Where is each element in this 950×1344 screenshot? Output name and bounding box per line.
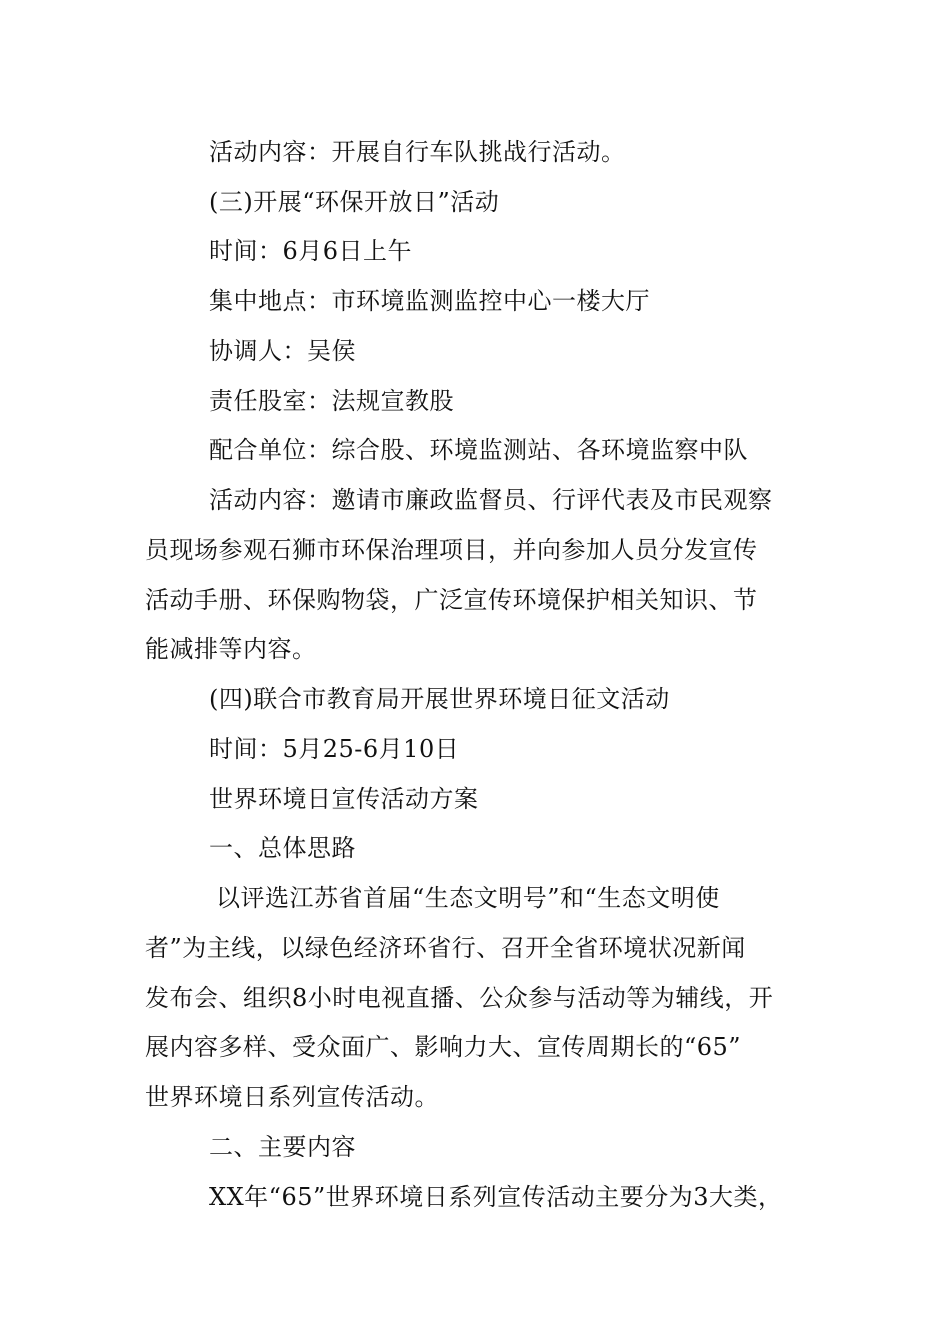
paragraph-overall-line5: 世界环境日系列宣传活动。 — [145, 1083, 439, 1111]
paragraph-time-open-day: 时间：6月6日上午 — [209, 237, 413, 265]
paragraph-activity-content-line3: 活动手册、环保购物袋，广泛宣传环境保护相关知识、节 — [145, 586, 758, 614]
paragraph-overall-line1: 以评选江苏省首届“生态文明号”和“生态文明使 — [216, 884, 720, 912]
document-title: 世界环境日宣传活动方案 — [209, 785, 479, 813]
section-heading-main-content: 二、主要内容 — [209, 1133, 356, 1161]
paragraph-coordinator: 协调人：吴侯 — [209, 337, 356, 365]
paragraph-overall-line4: 展内容多样、受众面广、影响力大、宣传周期长的“65” — [145, 1033, 742, 1061]
section-heading-essay: (四)联合市教育局开展世界环境日征文活动 — [209, 685, 670, 713]
paragraph-activity-content-line2: 员现场参观石狮市环保治理项目，并向参加人员分发宣传 — [145, 536, 758, 564]
paragraph-location: 集中地点：市环境监测监控中心一楼大厅 — [209, 287, 650, 315]
paragraph-cooperating-units: 配合单位：综合股、环境监测站、各环境监察中队 — [209, 436, 748, 464]
paragraph-overall-line3: 发布会、组织8小时电视直播、公众参与活动等为辅线，开 — [145, 984, 774, 1012]
paragraph-overall-line2: 者”为主线，以绿色经济环省行、召开全省环境状况新闻 — [145, 934, 746, 962]
paragraph-time-essay: 时间：5月25-6月10日 — [209, 735, 460, 763]
section-heading-overall-idea: 一、总体思路 — [209, 834, 356, 862]
paragraph-activity-content-cycling: 活动内容：开展自行车队挑战行活动。 — [209, 138, 626, 166]
paragraph-activity-content-line1: 活动内容：邀请市廉政监督员、行评代表及市民观察 — [209, 486, 773, 514]
paragraph-responsible-office: 责任股室：法规宣教股 — [209, 387, 454, 415]
section-heading-open-day: (三)开展“环保开放日”活动 — [209, 188, 500, 216]
paragraph-activity-content-line4: 能减排等内容。 — [145, 635, 317, 663]
paragraph-main-content-line1: XX年“65”世界环境日系列宣传活动主要分为3大类， — [209, 1183, 783, 1211]
